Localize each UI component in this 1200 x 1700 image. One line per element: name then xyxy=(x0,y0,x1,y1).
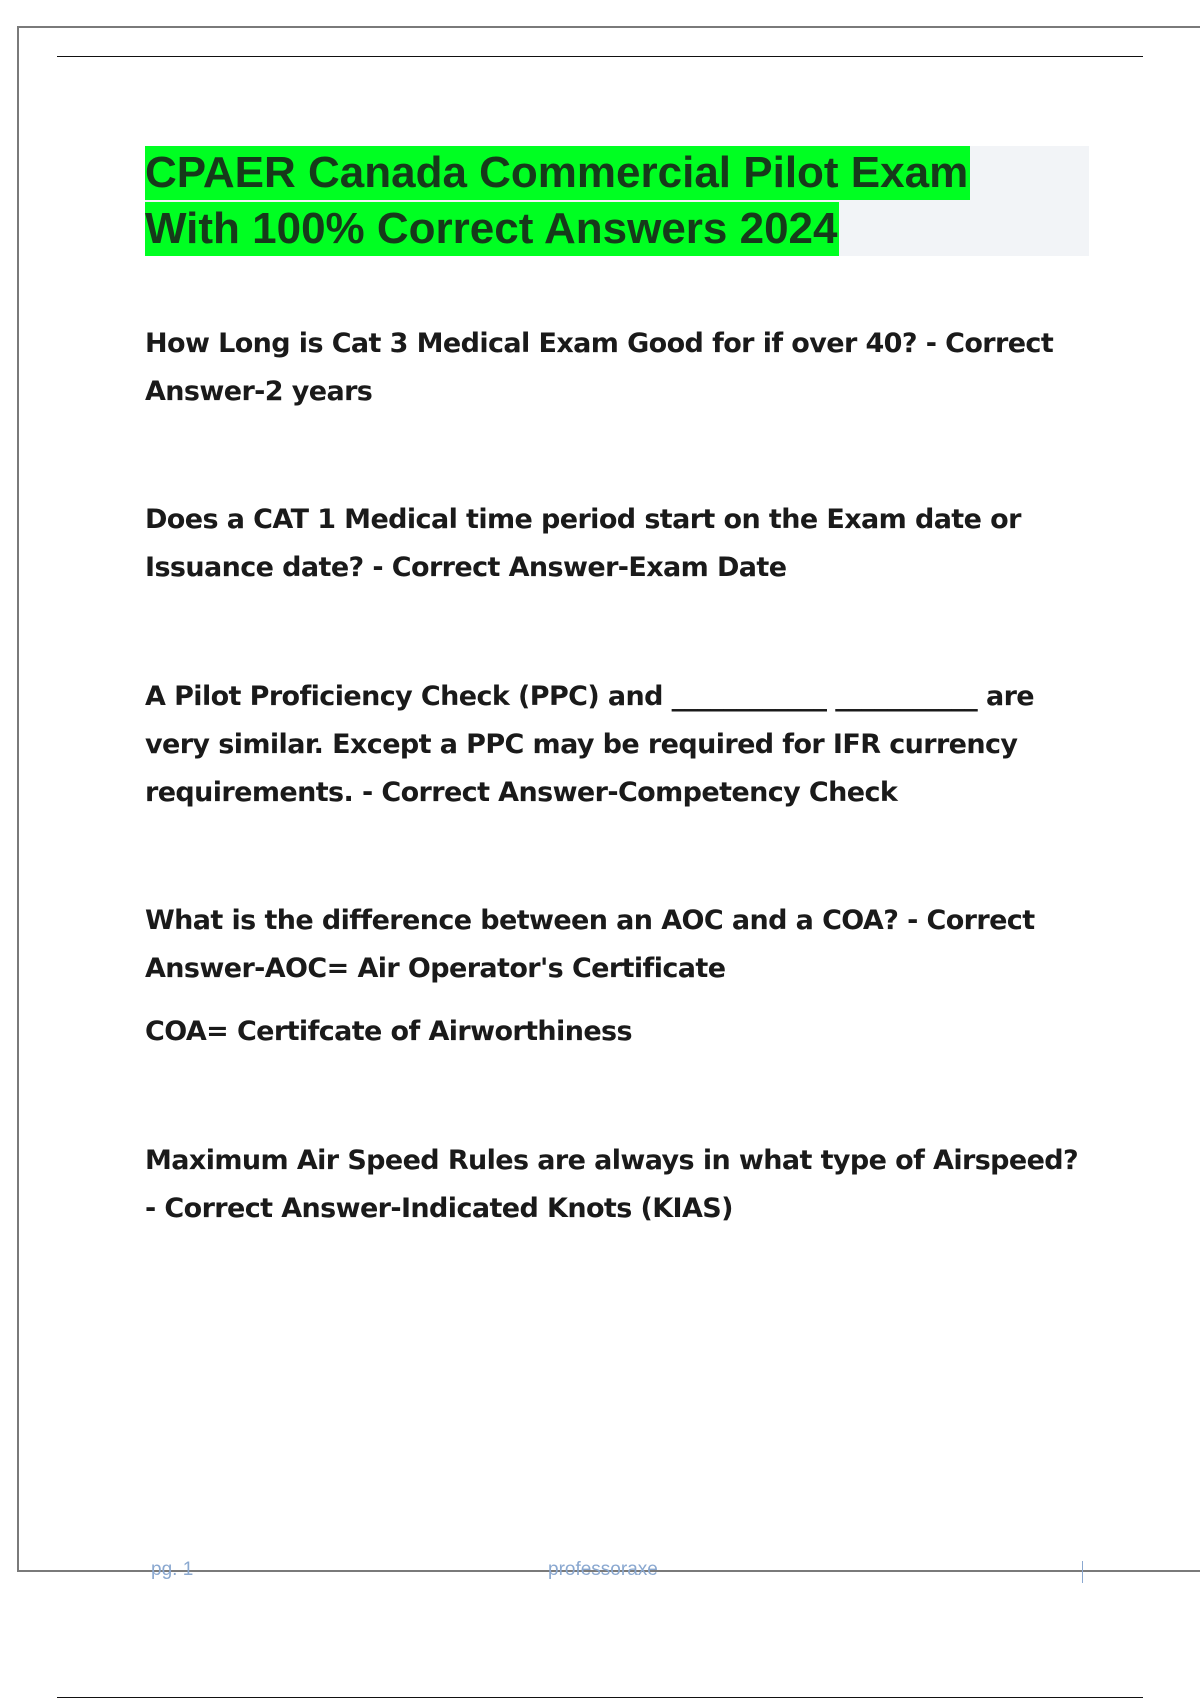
question-3: A Pilot Proficiency Check (PPC) and ____________ ___________ are very similar. Except a PPC may be required for IFR currency requirements. - Correct Answer-Competency Check xyxy=(145,681,1035,808)
title-line-2: With 100% Correct Answers 2024 xyxy=(145,202,839,256)
question-1: How Long is Cat 3 Medical Exam Good for if over 40? - Correct Answer-2 years xyxy=(145,328,1054,407)
question-2: Does a CAT 1 Medical time period start on the Exam date or Issuance date? - Correct Answer-Exam Date xyxy=(145,504,1021,583)
footer-author: professoraxe xyxy=(548,1559,658,1580)
title-line-1: CPAER Canada Commercial Pilot Exam xyxy=(145,146,970,200)
document-title xyxy=(145,146,1089,256)
question-5: Maximum Air Speed Rules are always in what type of Airspeed? - Correct Answer-Indicated Knots (KIAS) xyxy=(145,1145,1079,1224)
next-page-rule xyxy=(57,1697,1143,1698)
question-4-extra: COA= Certifcate of Airworthiness xyxy=(145,1016,632,1047)
header-rule xyxy=(57,56,1143,57)
footer-divider xyxy=(1082,1561,1087,1583)
question-4: What is the difference between an AOC and a COA? - Correct Answer-AOC= Air Operator's Certificate xyxy=(145,905,1035,984)
footer-page-number: pg. 1 xyxy=(151,1559,194,1580)
